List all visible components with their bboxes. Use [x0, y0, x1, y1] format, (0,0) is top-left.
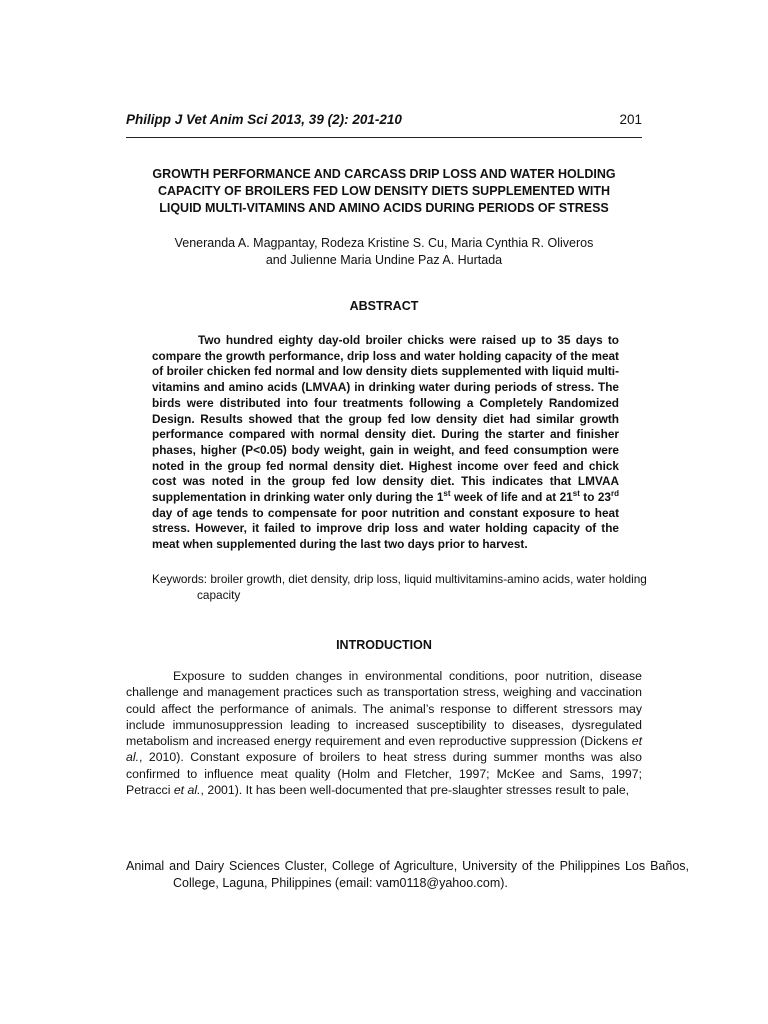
introduction-heading: INTRODUCTION	[336, 638, 432, 652]
running-header	[126, 112, 642, 127]
title-line-2: CAPACITY OF BROILERS FED LOW DENSITY DIETS SUPPLEMENTED WITH	[157, 184, 611, 198]
keywords-label: Keywords:	[152, 572, 208, 586]
authors-line-2: and Julienne Maria Undine Paz A. Hurtada	[265, 253, 503, 267]
author-list	[118, 235, 650, 269]
introduction-body: Exposure to sudden changes in environmental conditions, poor nutrition, disease challenge and management practices such as transportation stress, weighing and vaccination could affect the performance of animals. The animal’s response to different stressors may include immunosuppression leading to increased susceptibility to diseases, dysregulated metabolism and increased energy requirement and even reproductive suppression (Dickens et al., 2010). Constant exposure of broilers to heat stress during summer months was also confirmed to influence meat quality (Holm and Fletcher, 1997; McKee and Sams, 1997; Petracci et al., 2001). It has been well-documented that pre-slaughter stresses result to pale,	[126, 669, 642, 798]
paper-title	[118, 166, 650, 217]
abstract-body: Two hundred eighty day-old broiler chicks were raised up to 35 days to compare the growth performance, drip loss and water holding capacity of the meat of broiler chicken fed normal and low density diets supplemented with liquid multi-vitamins and amino acids (LMVAA) in drinking water during periods of stress. The birds were distributed into four treatments following a Completely Randomized Design. Results showed that the group fed low density diet had similar growth performance compared with normal density diet. During the starter and finisher phases, higher (P<0.05) body weight, gain in weight, and feed consumption were noted in the group fed normal density diet. Highest income over feed and chick cost was noted in the group fed low density diet. This indicates that LMVAA supplementation in drinking water only during the 1st week of life and at 21st to 23rd day of age tends to compensate for poor nutrition and constant exposure to heat stress. However, it failed to improve drip loss and water holding capacity of the meat when supplemented during the last two days prior to harvest.	[152, 333, 619, 552]
title-line-3: LIQUID MULTI-VITAMINS AND AMINO ACIDS DURING PERIODS OF STRESS	[159, 201, 609, 215]
authors-line-1: Veneranda A. Magpantay, Rodeza Kristine S. Cu, Maria Cynthia R. Oliveros	[174, 236, 594, 250]
affiliation-footnote: Animal and Dairy Sciences Cluster, College of Agriculture, University of the Philippines Los Baños, College, Laguna, Philippines (email: vam0118@yahoo.com).	[126, 859, 689, 890]
abstract-heading: ABSTRACT	[349, 299, 419, 313]
title-line-1: GROWTH PERFORMANCE AND CARCASS DRIP LOSS AND WATER HOLDING	[152, 167, 616, 181]
journal-citation: Philipp J Vet Anim Sci 2013, 39 (2): 201-210	[126, 112, 402, 127]
header-rule	[126, 137, 642, 138]
page-number: 201	[619, 112, 642, 127]
keywords	[152, 572, 664, 603]
keywords-text: broiler growth, diet density, drip loss, liquid multivitamins-amino acids, water holding capacity	[197, 572, 647, 602]
